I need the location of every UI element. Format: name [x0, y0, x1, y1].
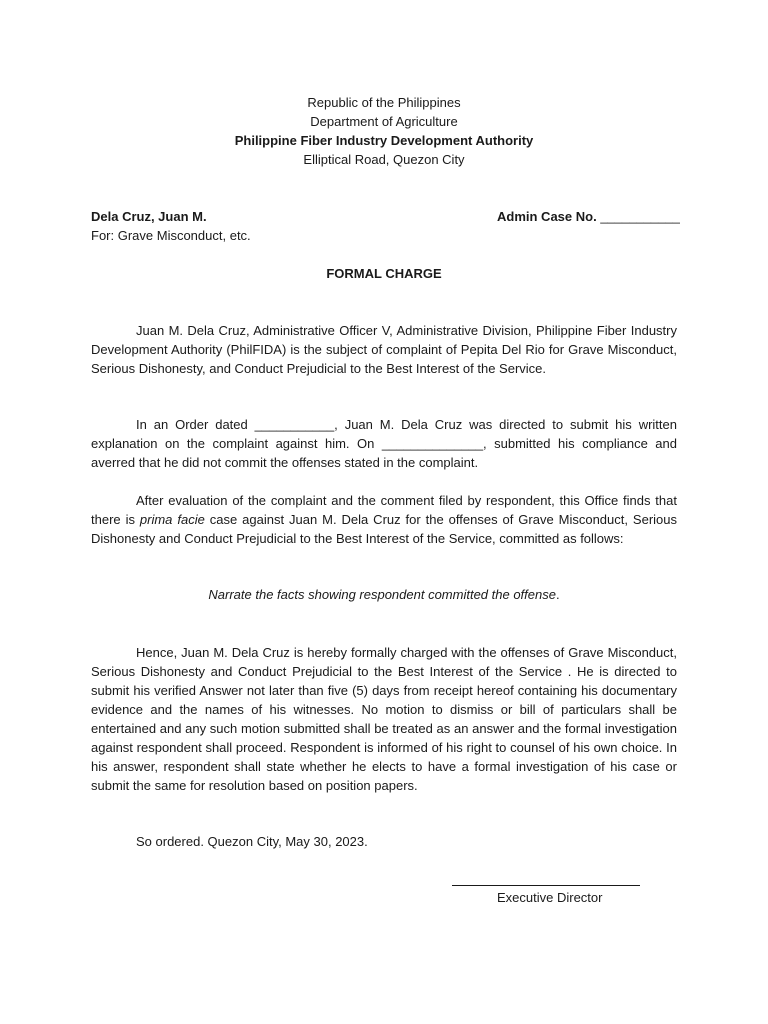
admin-case-label: Admin Case No. — [497, 209, 597, 224]
evaluation-text-b: case against Juan M. Dela Cruz for the offenses of Grave Misconduct, Serious Dishonesty and Conduct Prejudicial to the Best Interest of the Service, committed as follows: — [91, 512, 678, 546]
respondent-name: Dela Cruz, Juan M. — [91, 209, 207, 224]
paragraph-text: Hence, Juan M. Dela Cruz is hereby formally charged with the offenses of Grave Misconduct, Serious Dishonesty and Conduct Prejudicial to the Best Interest of the Service . He is directed to submit his verified Answer not later than five (5) days from receipt hereof containing his documentary evidence and the names of his witnesses. No motion to dismiss or bill of particulars shall be entertained and any such motion submitted shall be treated as an answer and the formal investigation against respondent shall proceed. Respondent is informed of his right to counsel of his own choice. In his answer, respondent shall state whether he elects to have a formal investigation of his case or submit the same for resolution based on position papers. — [91, 645, 677, 793]
respondent-block — [91, 207, 251, 245]
admin-case-blank: ___________ — [600, 209, 680, 224]
evaluation-text-a: After evaluation of the complaint and the comment filed by respondent, this Office finds that there is — [91, 493, 677, 527]
signature-line — [452, 885, 640, 886]
letterhead-department: Department of Agriculture — [310, 114, 458, 129]
paragraph-formal-charge — [91, 643, 677, 795]
paragraph-order — [91, 415, 677, 472]
paragraph-evaluation — [91, 491, 677, 548]
paragraph-text: In an Order dated ___________, Juan M. Dela Cruz was directed to submit his written explanation on the complaint against him. On ______________, submitted his compliance and averred that he did not commit the offenses stated in the complaint. — [91, 417, 677, 470]
paragraph-text: Juan M. Dela Cruz, Administrative Officer V, Administrative Division, Philippine Fiber Industry Development Authority (PhilFIDA) is the subject of complaint of Pepita Del Rio for Grave Misconduct, Serious Dishonesty, and Conduct Prejudicial to the Best Interest of the Service. — [91, 323, 677, 376]
respondent-charge: For: Grave Misconduct, etc. — [91, 228, 251, 243]
signatory-title: Executive Director — [497, 890, 603, 905]
paragraph-text: So ordered. Quezon City, May 30, 2023. — [136, 834, 368, 849]
narrate-instruction — [0, 585, 768, 604]
narrate-period: . — [555, 587, 560, 602]
paragraph-so-ordered — [91, 832, 677, 851]
prima-facie-term: prima facie — [139, 512, 205, 527]
letterhead — [0, 93, 768, 169]
document-title: FORMAL CHARGE — [326, 266, 442, 281]
admin-case-number — [497, 207, 680, 226]
letterhead-address: Elliptical Road, Quezon City — [303, 152, 465, 167]
letterhead-republic: Republic of the Philippines — [307, 95, 461, 110]
paragraph-text — [91, 491, 677, 548]
paragraph-complaint — [91, 321, 677, 378]
letterhead-agency: Philippine Fiber Industry Development Authority — [234, 133, 534, 148]
narrate-text: Narrate the facts showing respondent committed the offense — [208, 587, 556, 602]
